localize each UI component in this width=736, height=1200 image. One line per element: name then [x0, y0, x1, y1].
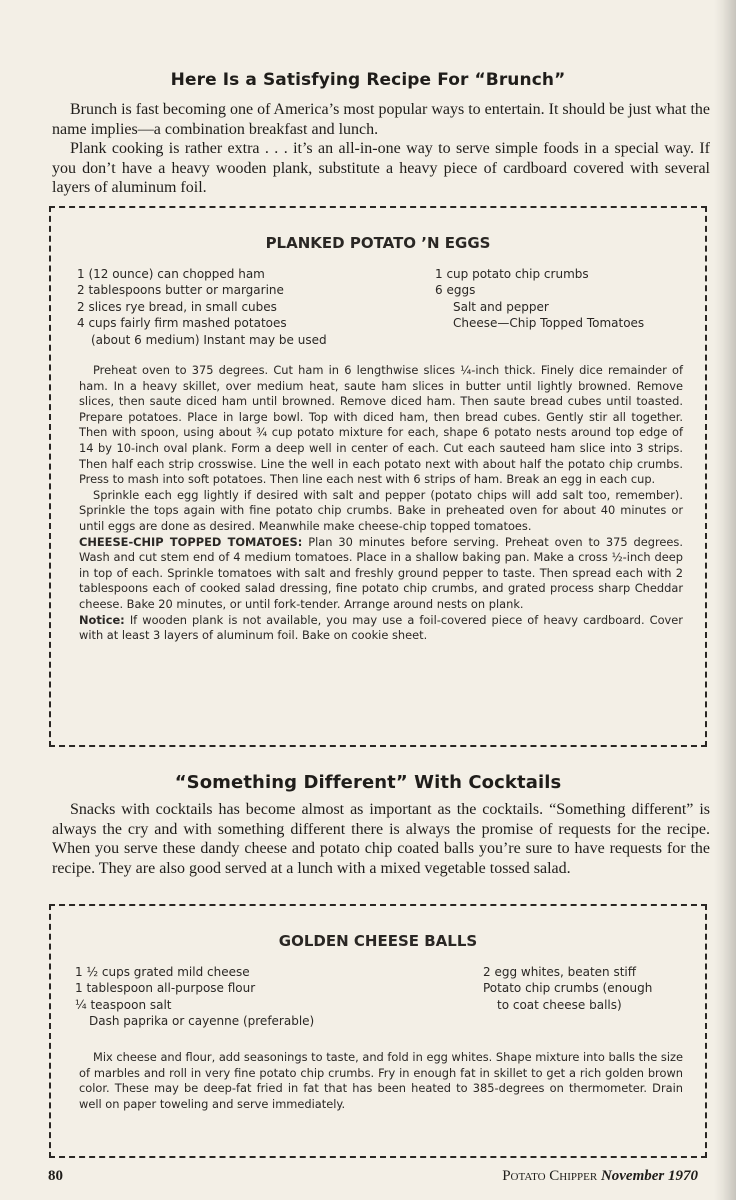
page-edge-shadow	[714, 0, 736, 1200]
brunch-intro	[52, 100, 710, 198]
recipe-title: PLANKED POTATO ’N EGGS	[265, 234, 491, 252]
tomatoes-paragraph	[79, 535, 683, 613]
ingredient-item: 4 cups fairly firm mashed potatoes	[77, 316, 287, 331]
ingredient-item: 1 (12 ounce) can chopped ham	[77, 267, 265, 281]
ingredient-item: 6 eggs	[435, 283, 476, 298]
magazine-credit	[502, 1168, 698, 1185]
brunch-heading: Here Is a Satisfying Recipe For “Brunch”	[170, 70, 566, 90]
method-paragraph: Mix cheese and flour, add seasonings to taste, and fold in egg whites. Shape mixture into balls the size of marbles and roll in very fine potato chip crumbs. Fry in enough fat in skillet to get a rich golden brown color. These may be deep-fat fried in fat that has been heated to 385-degrees on thermometer. Drain well on paper toweling and serve immediately.	[79, 1050, 683, 1111]
notice-paragraph	[79, 613, 683, 644]
cocktails-intro	[52, 800, 710, 878]
page-number: 80	[48, 1168, 63, 1184]
magazine-name: Potato Chipper	[502, 1168, 598, 1184]
page-footer	[0, 1168, 736, 1188]
tomatoes-text: Plan 30 minutes before serving. Preheat oven to 375 degrees. Wash and cut stem end of 4 medium tomatoes. Place in a shallow baking pan. Make a cross ½-inch deep in top of each. Sprinkle tomatoes with salt and freshly ground pepper to taste. Then spread each with 2 tablespoons each of cooked salad dressing, fine potato chip crumbs, and grated process sharp Cheddar cheese. Bake 20 minutes, or until fork-tender. Arrange around nests on plank.	[79, 534, 683, 611]
ingredient-item: Potato chip crumbs (enough	[483, 981, 653, 996]
ingredient-item: (about 6 medium) Instant may be used	[91, 332, 327, 347]
ingredient-item: 2 slices rye bread, in small cubes	[77, 299, 277, 314]
method-paragraph: Sprinkle each egg lightly if desired with salt and pepper (potato chips will add salt too, remember). Sprinkle the tops again with fine potato chip crumbs. Bake in preheated oven for about 40 minutes or until eggs are done as desired. Meanwhile make cheese-chip topped tomatoes.	[79, 487, 683, 533]
ingredient-item: 2 tablespoons butter or margarine	[77, 283, 284, 298]
cocktails-heading: “Something Different” With Cocktails	[174, 772, 562, 793]
ingredient-item: 2 egg whites, beaten stiff	[483, 965, 637, 979]
notice-label: Notice:	[79, 612, 125, 627]
ingredient-item: to coat cheese balls)	[497, 997, 622, 1012]
ingredient-item: ¼ teaspoon salt	[75, 997, 172, 1012]
ingredient-item: Salt and pepper	[453, 299, 549, 314]
ingredient-item: Cheese—Chip Topped Tomatoes	[453, 316, 645, 331]
recipe-title: GOLDEN CHEESE BALLS	[278, 932, 478, 950]
ingredient-item: Dash paprika or cayenne (preferable)	[89, 1014, 315, 1029]
recipe-box-planked-potato	[49, 206, 707, 747]
ingredient-list-left	[77, 266, 327, 348]
ingredient-item: 1 tablespoon all-purpose flour	[75, 981, 256, 996]
ingredient-item: 1 ½ cups grated mild cheese	[75, 965, 250, 979]
notice-text: If wooden plank is not available, you may use a foil-covered piece of heavy cardboard. Cover with at least 3 layers of aluminum foil. Bake on cookie sheet.	[79, 612, 683, 643]
recipe-box-golden-cheese-balls	[49, 904, 707, 1158]
recipe-method	[79, 1050, 683, 1112]
brunch-intro-paragraph: Plank cooking is rather extra . . . it’s an all-in-one way to serve simple foods in a special way. If you don’t have a heavy wooden plank, substitute a heavy piece of cardboard covered with several layers of aluminum foil.	[52, 140, 710, 196]
cocktails-intro-paragraph: Snacks with cocktails has become almost as important as the cocktails. “Something different” is always the cry and with something different there is always the promise of requests for the recipe. When you serve these dandy cheese and potato chip coated balls you’re sure to have requests for the recipe. They are also good served at a lunch with a mixed vegetable tossed salad.	[52, 801, 710, 877]
ingredient-list-right	[435, 266, 644, 332]
recipe-method	[79, 363, 683, 644]
issue-date: November 1970	[600, 1168, 698, 1184]
method-paragraph: Preheat oven to 375 degrees. Cut ham in 6 lengthwise slices ¼-inch thick. Finely dice remainder of ham. In a heavy skillet, over medium heat, saute ham slices in butter until lightly browned. Remove slices, then saute diced ham until browned. Remove diced ham. Then saute bread cubes until toasted. Prepare potatoes. Place in large bowl. Top with diced ham, then bread cubes. Gently stir all together. Then with spoon, using about ¾ cup potato mixture for each, shape 6 potato nests around top edge of 14 by 10-inch oval plank. Form a deep well in center of each. Cut each sauteed ham slice into 3 strips. Then half each strip crosswise. Line the well in each potato next with about half the potato chip crumbs. Press to mash into soft potatoes. Then line each nest with 6 strips of ham. Break an egg in each cup.	[79, 363, 683, 487]
tomatoes-label: CHEESE-CHIP TOPPED TOMATOES:	[79, 534, 303, 549]
brunch-intro-paragraph: Brunch is fast becoming one of America’s most popular ways to entertain. It should be just what the name implies—a combination breakfast and lunch.	[52, 101, 710, 138]
ingredient-list-left	[75, 964, 314, 1030]
ingredient-list-right	[483, 964, 652, 1013]
ingredient-item: 1 cup potato chip crumbs	[435, 267, 589, 281]
